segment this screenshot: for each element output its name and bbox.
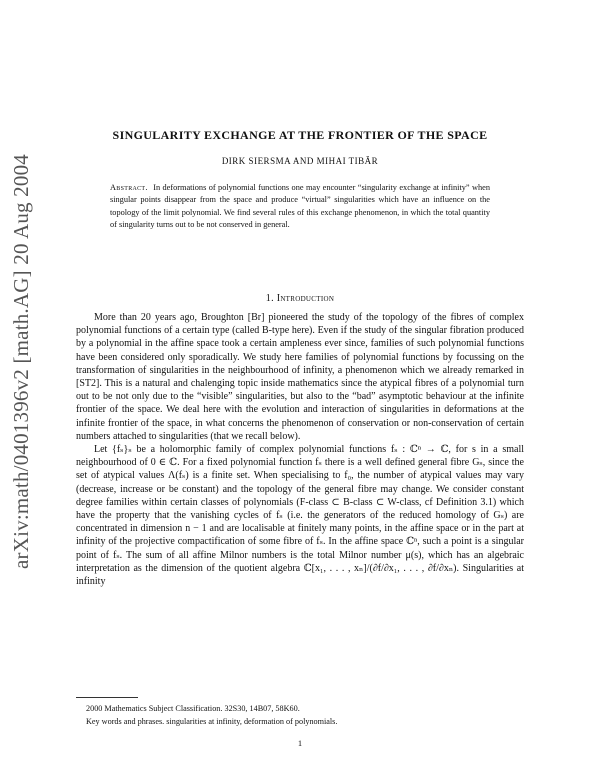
section-heading: 1. Introduction — [265, 293, 335, 304]
paper-title: SINGULARITY EXCHANGE AT THE FRONTIER OF THE SPACE — [112, 128, 488, 142]
body-text — [76, 311, 524, 588]
abstract — [110, 182, 490, 231]
footnote-divider — [76, 697, 138, 698]
paragraph-1: More than 20 years ago, Broughton [Br] pioneered the study of the topology of the fibres of complex polynomial functions of a certain type (called B-type here). Even if the study of the singular fibration produced by a polynomial in the affine space took a certain ampleness ever since, families of such polynomial functions have been considered only sporadically. We study here families of polynomial functions by focussing on the transformation of singularities in the neighbourhood of infinity, a phenomenon which we already remarked in [ST2]. This is a natural and chalenging topic inside mathematics since the atypical fibres of a polynomial turn out to be not only due to the “visible” singularities, but also to the “bad” asymptotic behaviour at the infinite frontier of the space. We deal here with the evolution and interaction of singularities in deformations at the infinite frontier of the space, in what concerns the phenomenon of conservation or non-conservation of certain numbers attached to singularities (that we recall below). — [76, 312, 524, 442]
paragraph-2: Let {fₛ}ₛ be a holomorphic family of complex polynomial functions fₛ : ℂⁿ → ℂ, for s in a small neighbourhood of 0 ∈ ℂ. For a fixed polynomial function fₛ there is a well defined general fibre Gₛ, since the set of atypical values Λ(fₛ) is a finite set. When specialising to f₀, the number of atypical values may vary (decrease, increase or be constant) and the topology of the general fibre may change. We consider constant degree families within certain classes of polynomials (F-class ⊂ B-class ⊂ W-class, cf Definition 3.1) which have the property that the vanishing cycles of fₛ (i.e. the generators of the reduced homology of Gₛ) are concentrated in dimension n − 1 and are localisable at finitely many points, in the affine space or in the part at infinity of the projective compactification of some fibre of fₛ. In the affine space ℂⁿ, such a point is a singular point of fₛ. The sum of all affine Milnor numbers is the total Milnor number μ(s), which has an algebraic interpretation as the dimension of the quotient algebra ℂ[x₁, . . . , xₙ]/(∂f/∂x₁, . . . , ∂f/∂xₙ). Singularities at infinity — [76, 444, 524, 588]
footnotes — [76, 703, 524, 728]
paper-page — [76, 0, 524, 776]
abstract-heading: Abstract. — [110, 183, 148, 192]
page-number: 1 — [297, 738, 303, 748]
paper-authors: DIRK SIERSMA AND MIHAI TIBĂR — [221, 156, 379, 166]
abstract-text: In deformations of polynomial functions one may encounter “singularity exchange at infinity” when singular points disappear from the space and produce “virtual” singularities which have an influence on the topology of the limit polynomial. We find several rules of this exchange phenomenon, in which the total quantity of singularity turns out to be not conserved in general. — [110, 183, 491, 229]
arxiv-identifier: arXiv:math/0401396v2 [math.AG] 20 Aug 2004 — [8, 153, 33, 569]
footnote-keywords: Key words and phrases. singularities at infinity, deformation of polynomials. — [86, 716, 338, 726]
arxiv-sidebar-stamp — [6, 153, 36, 569]
footnote-msc: 2000 Mathematics Subject Classification. 32S30, 14B07, 58K60. — [86, 704, 300, 713]
